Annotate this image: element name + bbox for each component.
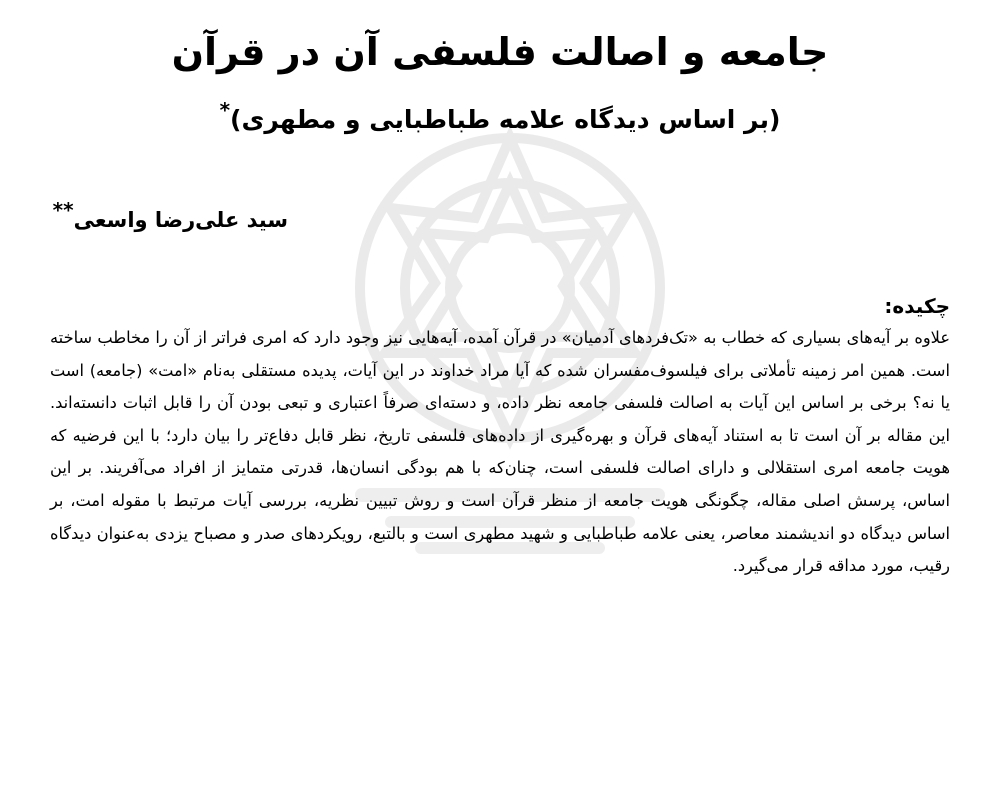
paper-subtitle bbox=[0, 98, 1000, 142]
author bbox=[53, 200, 288, 240]
author-name: سید علی‌رضا واسعی bbox=[73, 208, 288, 232]
subtitle-footnote-mark[interactable]: * bbox=[219, 98, 231, 122]
abstract-body: علاوه بر آیه‌های بسیاری که خطاب به «تک‌فردهای آدمیان» در قرآن آمده، آیه‌هایی نیز وجود دارد که امری فراتر از آن را مخاطب ساخته است. همین امر زمینه تأملاتی برای فیلسوف‌مفسران شده که آیا مراد خداوند در این آیات، پدیده مستقلی به‌نام «امت» (جامعه) است یا نه؟ برخی بر اساس این آیات به اصالت فلسفی جامعه نظر داده، و دسته‌ای صرفاً اعتباری و تبعی بودن آن را قابل اثبات دانسته‌اند. این مقاله بر آن است تا به استناد آیه‌های قرآن و بهره‌گیری از داده‌های فلسفی تاریخ، نظر قابل دفاع‌تر را بیان دارد؛ با این فرضیه که هویت جامعه امری استقلالی و دارای اصالت فلسفی است، چنان‌که با هم بودگی انسان‌ها، قدرتی متمایز از افراد می‌آفریند. بر این اساس، پرسش اصلی مقاله، چگونگی هویت جامعه از منظر قرآن است و روش تبیین نظریه، بررسی آیات مرتبط با مقوله امت، بر اساس دیدگاه دو اندیشمند معاصر، یعنی علامه طباطبایی و شهید مطهری است و بالتبع، رویکردهای صدر و مصباح یزدی به‌عنوان دیدگاه رقیب، مورد مداقه قرار می‌گیرد. bbox=[50, 328, 950, 576]
abstract-heading: چکیده: bbox=[884, 294, 950, 318]
subtitle-text: (بر اساس دیدگاه علامه طباطبایی و مطهری) bbox=[230, 105, 781, 134]
author-footnote-mark[interactable]: ** bbox=[52, 198, 74, 222]
paper-title: جامعه و اصالت فلسفی آن در قرآن bbox=[171, 30, 829, 74]
